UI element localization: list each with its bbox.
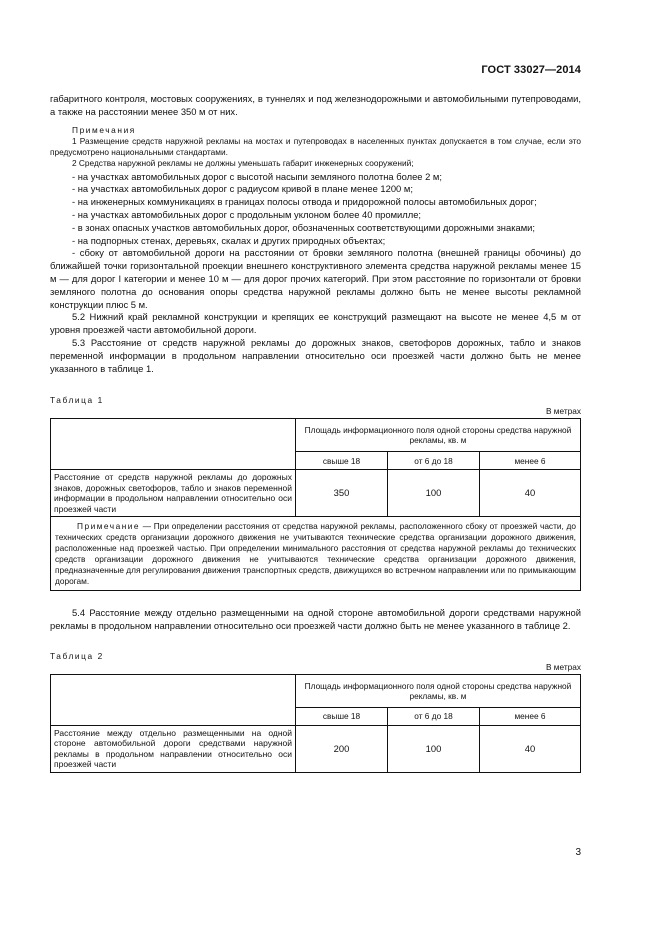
list-item-gradient: - на участках автомобильных дорог с продольным уклоном более 40 промилле; <box>72 208 422 220</box>
note-item-1: 1 Размещение средств наружной рекламы на мостах и путепроводах в населенных пунктах допускается в том случае, если это предусмотрено национальными стандартами. <box>50 135 581 157</box>
list-item-retaining-walls: - на подпорных стенах, деревьях, скалах и других природных объектах; <box>72 234 386 246</box>
table1-corner-cell <box>51 419 296 470</box>
page-number: 3 <box>575 847 581 858</box>
note-item-2: 2 Средства наружной рекламы не должны уменьшать габарит инженерных сооружений; <box>72 157 414 168</box>
table-1 <box>50 418 581 591</box>
list-item-dangerous-sections: - в зонах опасных участков автомобильных дорог, обозначенных соответствующими дорожными знаками; <box>72 221 536 233</box>
table2-group-header: Площадь информационного поля одной стороны средства наружной рекламы, кв. м <box>296 675 581 708</box>
table2-value-over-18: 200 <box>296 726 388 773</box>
intro-continuation: габаритного контроля, мостовых сооружениях, в туннелях и под железнодорожными и автомобильными путепроводами, а также на расстоянии менее 350 м от них. <box>50 93 581 117</box>
clause-5-3: 5.3 Расстояние от средств наружной рекламы до дорожных знаков, светофоров дорожных, табло и знаков переменной информации в продольном направлении относительно оси проезжей части должно быть не менее указанного в таблице 1. <box>50 336 581 374</box>
table2-row-label: Расстояние между отдельно размещенными на одной стороне автомобильной дороги средствами наружной рекламы в продольном направлении относительно оси проезжей части <box>51 726 296 773</box>
table1-note <box>51 516 581 590</box>
table1-col-under-6: менее 6 <box>480 452 581 470</box>
table2-col-6-to-18: от 6 до 18 <box>388 708 480 726</box>
clause-5-2: 5.2 Нижний край рекламной конструкции и крепящих ее конструкций размещают на высоте не менее 4,5 м от уровня проезжей части автомобильной дороги. <box>50 311 581 336</box>
table1-row-label: Расстояние от средств наружной рекламы до дорожных знаков, дорожных светофоров, табло и знаков переменной информации в продольном направлении относительно оси проезжей части <box>51 470 296 517</box>
table1-group-header: Площадь информационного поля одной стороны средства наружной рекламы, кв. м <box>296 419 581 452</box>
table1-col-over-18: свыше 18 <box>296 452 388 470</box>
table1-value-over-18: 350 <box>296 470 388 517</box>
table1-value-6-to-18: 100 <box>388 470 480 517</box>
table2-units: В метрах <box>545 662 581 672</box>
table2-col-under-6: менее 6 <box>480 708 581 726</box>
table2-corner-cell <box>51 675 296 726</box>
document-standard-number: ГОСТ 33027—2014 <box>481 64 581 76</box>
table1-value-under-6: 40 <box>480 470 581 517</box>
list-item-curve-radius: - на участках автомобильных дорог с радиусом кривой в плане менее 1200 м; <box>72 183 413 195</box>
list-item-embankment: - на участках автомобильных дорог с высотой насыпи земляного полотна более 2 м; <box>72 170 442 182</box>
list-item-engineering-utilities: - на инженерных коммуникациях в границах полосы отвода и придорожной полосы автомобильных дорог; <box>72 196 537 208</box>
table2-value-6-to-18: 100 <box>388 726 480 773</box>
table-2 <box>50 674 581 773</box>
table1-note-label: Примечание <box>77 520 141 531</box>
table1-title: Таблица 1 <box>50 395 104 406</box>
notes-title: Примечания <box>72 124 136 135</box>
clause-5-4: 5.4 Расстояние между отдельно размещенными на одной стороне автомобильной дороги средствами наружной рекламы в продольном направлении относительно оси проезжей части должно быть не менее указанного в таблице 2. <box>50 607 581 632</box>
document-body <box>50 93 581 773</box>
table1-note-text: — При определении расстояния от средства наружной рекламы, расположенного сбоку от проезжей части, до технических средств организации дорожного движения не учитываются технические средства организации дорожного движения, расположенные над проезжей частью. При определении минимального расстояния от средства наружной рекламы до технических средств организации дорожного движения не учитываются технические средства организации дорожного движения, предназначенные для регулирования движения транспортных средств, движущихся во встречном направлении или по примыкающим дорогам. <box>55 520 576 586</box>
table2-title: Таблица 2 <box>50 651 104 661</box>
table2-value-under-6: 40 <box>480 726 581 773</box>
table2-col-over-18: свыше 18 <box>296 708 388 726</box>
list-item-roadside-distance: - сбоку от автомобильной дороги на расстоянии от бровки земляного полотна (внешней границы обочины) до ближайшей точки горизонтальной проекции внешнего конструктивного элемента средства наружной рекламы менее 15 м — для дорог I категории и менее 10 м — для дорог прочих категорий. При этом расстояние по горизонтали от бровки земляного полотна до основания опоры средства наружной рекламы должно быть не менее высоты рекламной конструкции плюс 5 м. <box>50 247 581 310</box>
table1-col-6-to-18: от 6 до 18 <box>388 452 480 470</box>
table1-units: В метрах <box>545 406 581 417</box>
